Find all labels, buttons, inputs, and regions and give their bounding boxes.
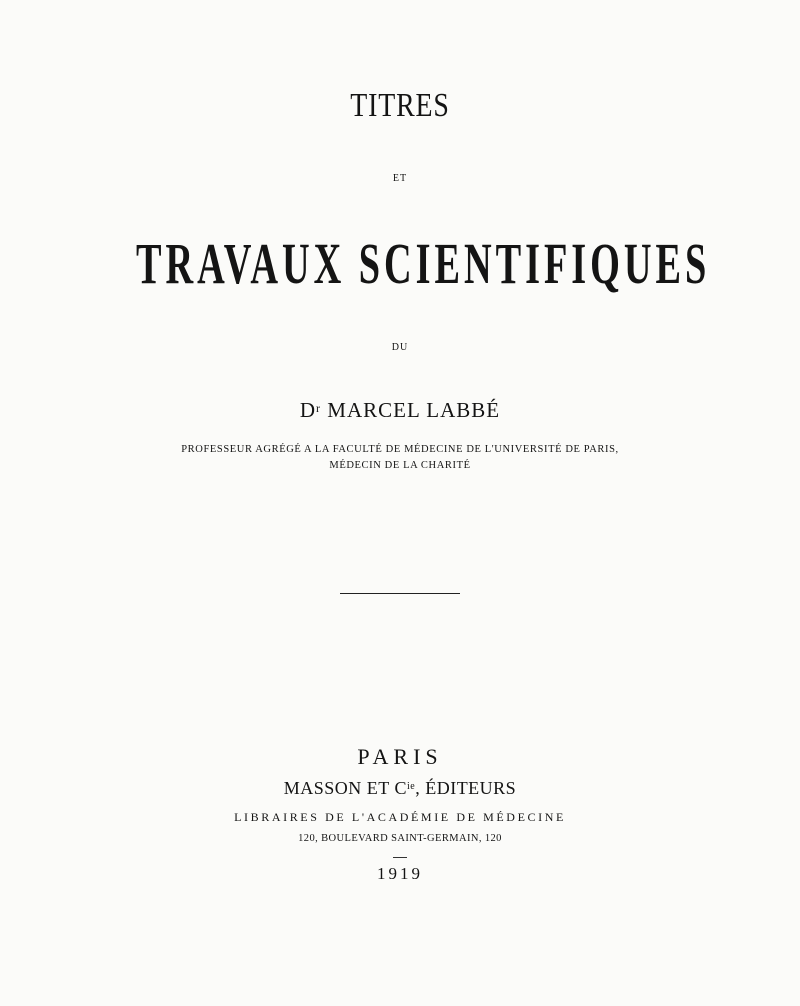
imprint-publisher bbox=[0, 777, 800, 799]
subtitle: TRAVAUX SCIENTIFIQUES bbox=[136, 231, 711, 296]
publisher-role: , ÉDITEURS bbox=[415, 778, 517, 798]
preposition: DU bbox=[391, 342, 409, 353]
publisher-name: MASSON ET C bbox=[283, 778, 407, 798]
author-name bbox=[0, 397, 800, 423]
imprint-booksellers: LIBRAIRES DE L'ACADÉMIE DE MÉDECINE bbox=[234, 810, 566, 824]
short-divider bbox=[393, 857, 407, 858]
imprint-city: PARIS bbox=[357, 744, 443, 769]
affiliation-line-1: PROFESSEUR AGRÉGÉ A LA FACULTÉ DE MÉDECINE DE L'UNIVERSITÉ DE PARIS, bbox=[181, 444, 619, 455]
divider-rule bbox=[340, 593, 460, 594]
affiliation-line-2: MÉDECIN DE LA CHARITÉ bbox=[329, 460, 471, 471]
imprint-address: 120, BOULEVARD SAINT-GERMAIN, 120 bbox=[298, 833, 502, 844]
author-full-name: MARCEL LABBÉ bbox=[321, 398, 501, 422]
conjunction: ET bbox=[392, 173, 408, 184]
author-prefix: D bbox=[299, 398, 317, 422]
imprint-year: 1919 bbox=[377, 864, 423, 883]
title: TITRES bbox=[350, 87, 450, 124]
author-prefix-superscript: r bbox=[316, 401, 322, 415]
publisher-superscript: ie bbox=[406, 781, 416, 792]
